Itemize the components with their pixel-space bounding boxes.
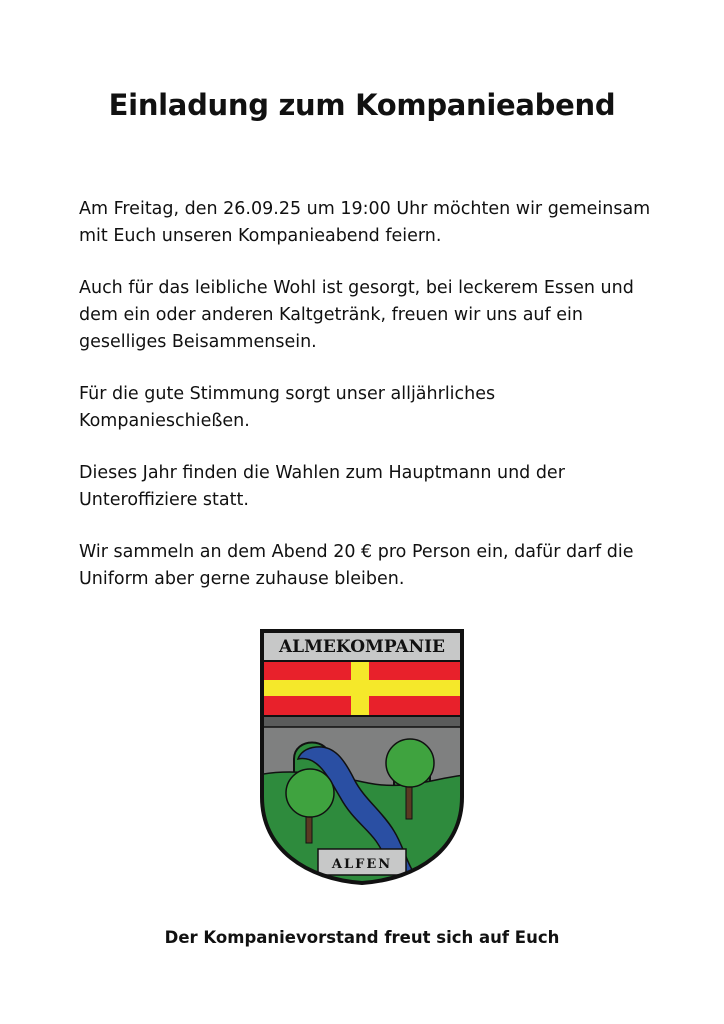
paragraph-date: Am Freitag, den 26.09.25 um 19:00 Uhr möchten wir gemeinsam mit Euch unseren Kompanieabend feiern.: [79, 199, 651, 246]
crest-yellow-cross: [351, 662, 369, 716]
document-title: Einladung zum Kompanieabend: [108, 88, 616, 122]
invitation-body: [79, 196, 659, 618]
crest-bottom-label: ALFEN: [331, 857, 393, 872]
crest-top-label: ALMEKOMPANIE: [278, 637, 446, 657]
almekompanie-crest-logo: [258, 627, 466, 887]
paragraph-fee: Wir sammeln an dem Abend 20 € pro Person ein, dafür darf die Uniform aber gerne zuhause bleiben.: [79, 542, 634, 589]
paragraph-elections: Dieses Jahr finden die Wahlen zum Hauptmann und der Unteroffiziere statt.: [79, 463, 565, 510]
crest-tree-right: [386, 739, 434, 787]
footer-signature: Der Kompanievorstand freut sich auf Euch: [164, 928, 560, 947]
paragraph-shooting: Für die gute Stimmung sorgt unser alljährliches Kompanieschießen.: [79, 384, 496, 431]
paragraph-food: Auch für das leibliche Wohl ist gesorgt, bei leckerem Essen und dem ein oder anderen Kaltgetränk, freuen wir uns auf ein geselliges Beisammensein.: [79, 278, 634, 352]
crest-tree-left: [286, 769, 334, 817]
